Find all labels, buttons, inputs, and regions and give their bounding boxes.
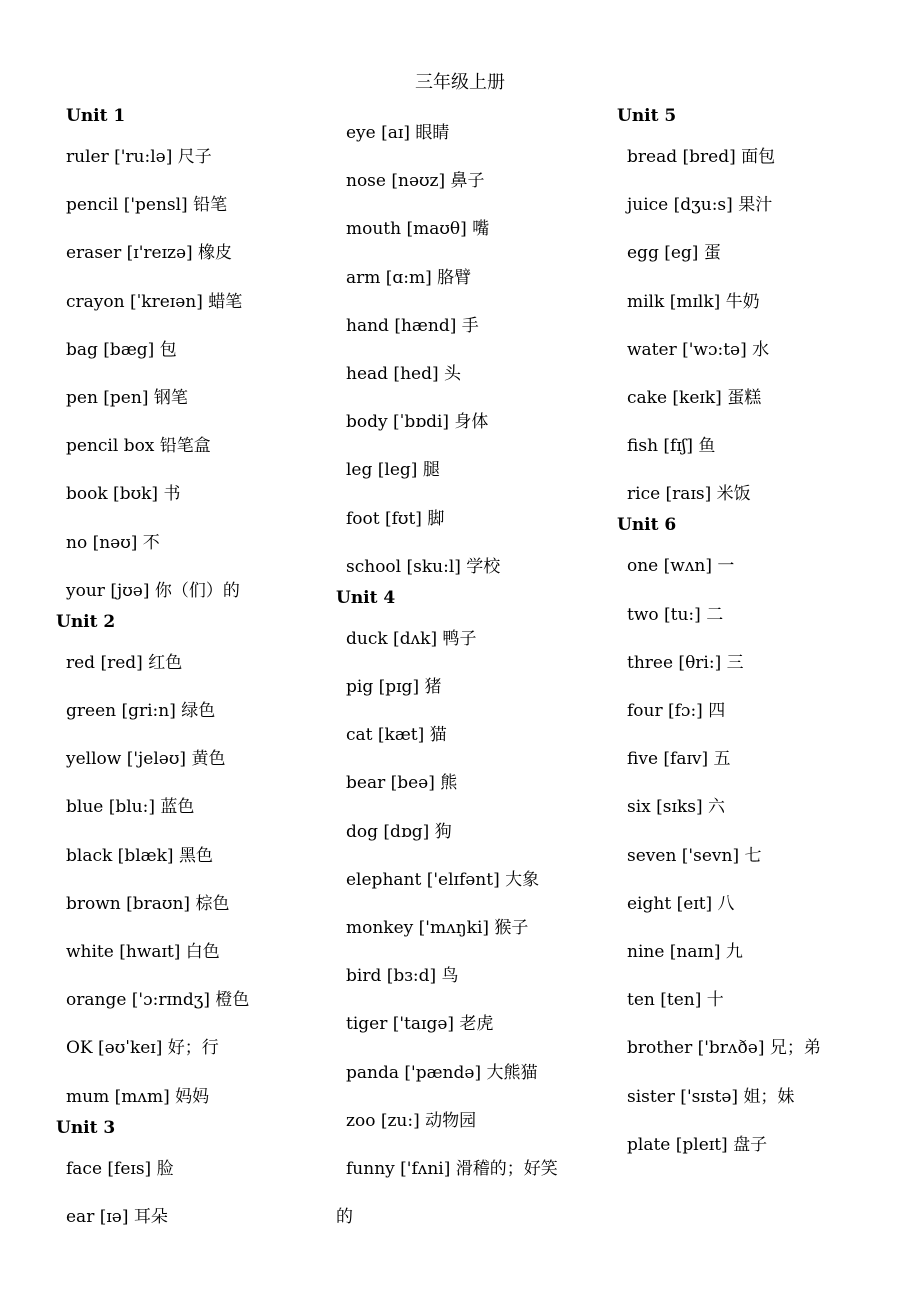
vocab-entry: leg [leg] 腿 [346,460,440,481]
vocab-entry: two [tu:] 二 [627,604,724,625]
vocab-entry: monkey ['mʌŋki] 猴子 [346,918,529,938]
unit-heading: Unit 1 [66,106,126,126]
vocab-entry: bird [bɜ:d] 鸟 [346,966,459,987]
vocab-entry: bread [bred] 面包 [627,147,776,167]
vocab-entry: face [feɪs] 脸 [66,1158,174,1179]
vocab-entry: your [jʊə] 你（们）的 [66,580,240,601]
vocab-entry: ruler ['ru:lə] 尺子 [66,147,212,167]
vocab-entry: ear [ɪə] 耳朵 [66,1206,168,1227]
vocab-entry: cat [kæt] 猫 [346,725,447,746]
unit-heading: Unit 3 [56,1117,116,1138]
vocab-entry: white [hwaɪt] 白色 [66,942,220,962]
vocab-entry: mum [mʌm] 妈妈 [66,1086,210,1107]
vocab-entry: zoo [zu:] 动物园 [346,1110,477,1131]
unit-heading: Unit 4 [336,587,396,608]
vocab-entry: fish [fɪʃ] 鱼 [627,436,716,457]
vocab-entry: one [wʌn] 一 [627,556,735,577]
vocab-entry: brown [braʊn] 棕色 [66,893,230,914]
vocab-entry: nose [nəʊz] 鼻子 [346,171,485,192]
vocab-entry: orange ['ɔ:rɪndʒ] 橙色 [66,990,250,1011]
vocab-entry: ten [ten] 十 [627,990,724,1011]
vocab-entry: five [faɪv] 五 [627,749,731,770]
vocab-entry: green [gri:n] 绿色 [66,701,216,721]
vocab-entry: juice [dʒu:s] 果汁 [627,195,773,216]
vocab-entry: hand [hænd] 手 [346,315,479,336]
vocab-entry: pencil box 铅笔盒 [66,436,211,457]
vocab-entry: rice [raɪs] 米饭 [627,484,751,505]
vocab-entry: six [sɪks] 六 [627,797,726,818]
vocab-entry: crayon [ˈkreɪən] 蜡笔 [66,291,243,312]
vocab-entry: yellow ['jeləʊ] 黄色 [66,749,226,770]
vocab-entry: pencil ['pensl] 铅笔 [66,195,228,216]
vocab-entry: book [bʊk] 书 [66,484,181,505]
unit-heading: Unit 6 [617,515,677,536]
vocab-entry: milk [mɪlk] 牛奶 [627,291,760,312]
vocab-entry: head [hed] 头 [346,364,461,384]
vocab-entry: dog [dɒg] 狗 [346,821,452,842]
vocab-entry: seven ['sevn] 七 [627,845,762,866]
vocab-entry: panda ['pændə] 大熊猫 [346,1062,538,1083]
vocab-entry: three [θri:] 三 [627,652,744,673]
vocab-entry: egg [eg] 蛋 [627,243,721,264]
vocab-entry: plate [pleɪt] 盘子 [627,1134,768,1155]
page-title: 三年级上册 [415,72,505,93]
vocab-entry: nine [naɪn] 九 [627,942,743,962]
vocab-entry: body [ˈbɒdi] 身体 [346,412,489,433]
vocab-entry: cake [keɪk] 蛋糕 [627,388,762,408]
vocab-entry: pen [pen] 钢笔 [66,388,188,408]
vocab-entry: eye [aɪ] 眼睛 [346,123,450,143]
vocab-entry: black [blæk] 黑色 [66,845,213,866]
vocab-entry: water ['wɔ:tə] 水 [627,339,770,360]
vocab-entry: foot [fʊt] 脚 [346,508,445,529]
vocab-entry: eraser [ɪ'reɪzə] 橡皮 [66,243,233,264]
unit-heading: Unit 5 [617,106,677,126]
vocab-entry: bear [beə] 熊 [346,773,458,794]
vocab-entry: school [sku:l] 学校 [346,556,501,577]
vocab-entry: 的 [336,1207,353,1228]
vocab-entry: funny ['fʌni] 滑稽的；好笑 [346,1159,558,1179]
vocab-entry: brother ['brʌðə] 兄；弟 [627,1038,821,1059]
vocab-entry: elephant ['elɪfənt] 大象 [346,869,540,890]
unit-heading: Unit 2 [56,611,116,632]
vocab-entry: bag [bæg] 包 [66,339,177,360]
vocab-entry: no [nəʊ] 不 [66,532,160,553]
vocab-entry: duck [dʌk] 鸭子 [346,628,477,649]
vocab-entry: eight [eɪt] 八 [627,893,735,914]
vocab-entry: mouth [maʊθ] 嘴 [346,219,490,240]
vocab-entry: OK [əʊˈkeɪ] 好；行 [66,1038,219,1059]
vocab-entry: tiger ['taɪgə] 老虎 [346,1014,494,1035]
vocab-entry: arm [ɑ:m] 胳臂 [346,267,472,288]
vocab-entry: pig [pɪg] 猪 [346,677,442,697]
vocab-entry: sister ['sɪstə] 姐；妹 [627,1086,795,1107]
vocab-entry: red [red] 红色 [66,652,183,673]
vocab-entry: blue [blu:] 蓝色 [66,797,195,818]
vocab-entry: four [fɔ:] 四 [627,701,726,721]
